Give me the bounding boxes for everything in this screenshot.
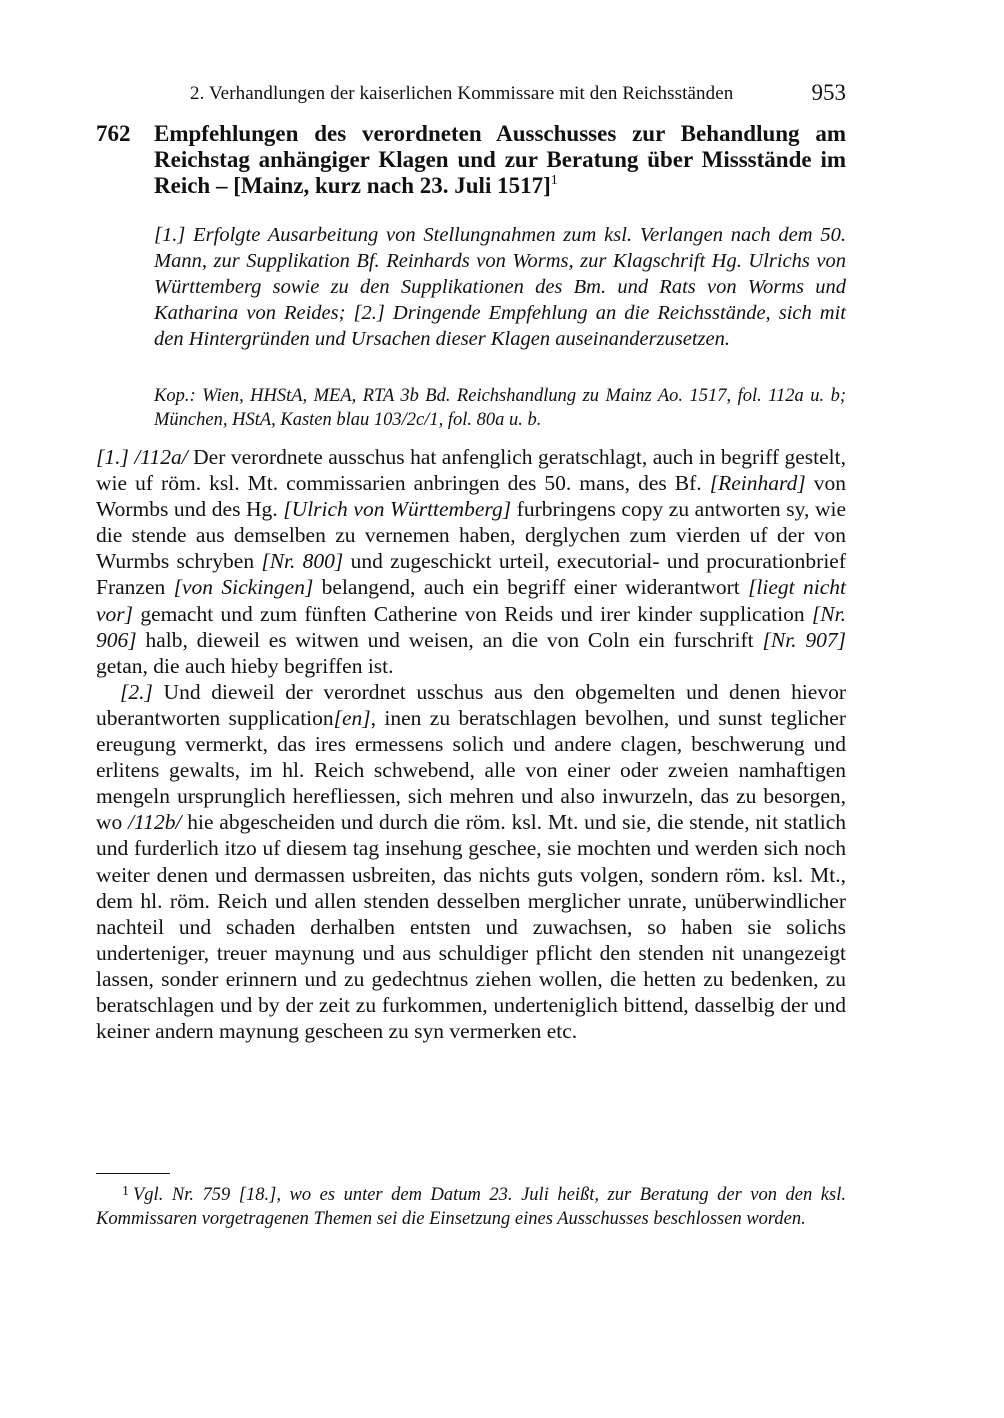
footnote-text: Vgl. Nr. 759 [18.], wo es unter dem Datum 23. Juli heißt, zur Beratung der von den ksl. Kommissaren vorgetragenen Themen sei die Einsetzung eines Ausschusses beschlossen worden. xyxy=(96,1185,846,1229)
edition-text-segment: Der verordnete ausschus hat anfenglich geratschlagt, auch in begriff gestelt, wie uf röm. ksl. Mt. commissarien anbringen des 50. mans, des Bf. xyxy=(96,445,846,496)
edition-text-segment: halb, dieweil es witwen und weisen, an die von Coln ein furschrift xyxy=(136,627,763,652)
page-number: 953 xyxy=(811,80,846,105)
footnote-reference[interactable]: 1 xyxy=(550,173,558,188)
edition-text-segment: getan, die auch hieby begriffen ist. xyxy=(96,653,394,678)
editorial-note: [Reinhard] xyxy=(709,471,806,496)
edition-text-segment: und zugeschickt urteil, executorial- und procurationbrief Franzen xyxy=(96,549,846,600)
editorial-note: [von Sickingen] xyxy=(173,575,314,600)
running-title: 2. Verhandlungen der kaiserlichen Kommissare mit den Reichsständen xyxy=(190,83,734,104)
running-head xyxy=(190,80,846,110)
document-heading xyxy=(96,121,846,199)
edition-text-segment: furbringens copy zu antworten sy, wie die stende aus demselben zu vernemen haben, derglychen zum vierden uf der von Wurmbs schryben xyxy=(96,497,846,574)
editorial-note: [en] xyxy=(333,705,371,730)
regest: [1.] Erfolgte Ausarbeitung von Stellungnahmen zum ksl. Verlangen nach dem 50. Mann, zur Supplikation Bf. Reinhards von Worms, zur Klagschrift Hg. Ulrichs von Württemberg sowie zu den Supplikationen des Bm. und Rats von Worms und Katharina von Reides; [2.] Dringende Empfehlung an die Reichsstände, sich mit den Hintergründen und Ursachen dieser Klagen auseinanderzusetzen. xyxy=(154,224,846,350)
footnote-mark: 1 xyxy=(122,1184,129,1199)
footnote xyxy=(96,1180,846,1231)
document-title xyxy=(154,121,846,199)
editorial-note: [Ulrich von Württemberg] xyxy=(283,497,512,522)
folio-marker: /112b/ xyxy=(128,810,182,835)
edition-text-segment: belangend, auch ein begriff einer widerantwort xyxy=(313,575,749,600)
editorial-note: [Nr. 906] xyxy=(96,601,846,652)
paragraph-1 xyxy=(96,444,846,679)
section-marker: [1.] /112a/ xyxy=(96,445,188,469)
edition-text-segment: hie abgescheiden und durch die röm. ksl. Mt. und sie, die stende, nit statlich und furderlich itzo uf diesem tag insehung geschee, sie mochten und werden sich noch weiter denen und dermassen usbreiten, das nichts guts volgen, sondern röm. ksl. Mt., dem hl. röm. Reich und allen stenden desselben merglicher unrate, unüberwindlicher nachteil und schaden derhalben entsten und zuwachsen, so haben sie solichs underteniger, treuer maynung und aus schuldiger pflicht den stenden nit unangezeigt lassen, sonder erinnern und zu gedechtnus ziehen wollen, die hetten zu bedenken, zu beratschlagen und by der zeit zu furkommen, underteniglich bittend, dasselbig der und keiner andern maynung gescheen zu syn vermerken etc. xyxy=(96,810,846,1044)
editorial-note: [liegt nicht vor] xyxy=(96,575,846,626)
section-marker: [2.] xyxy=(120,679,153,704)
edition-text-segment: gemacht und zum fünften Catherine von Reids und irer kinder supplication xyxy=(133,601,812,626)
edition-text xyxy=(96,444,846,1044)
edition-text-segment: Und dieweil der verordnet usschus aus den obgemelten und denen hievor uberantworten supplication xyxy=(96,679,846,730)
document-number: 762 xyxy=(96,121,131,146)
source-note: Kop.: Wien, HHStA, MEA, RTA 3b Bd. Reichshandlung zu Mainz Ao. 1517, fol. 112a u. b; München, HStA, Kasten blau 103/2c/1, fol. 80a u. b. xyxy=(154,386,846,430)
document-title-text: Empfehlungen des verordneten Ausschusses zur Behandlung am Reichstag anhängiger Klagen und zur Beratung über Missstände im Reich – [Mainz, kurz nach 23. Juli 1517] xyxy=(154,121,846,198)
edition-text-segment: , inen zu beratschlagen bevolhen, und sunst teglicher ereugung vermerkt, das ires ermessens solich und andere clagen, beschwerung und erlitens gewalts, im hl. Reich schwebend, alle von einer oder zweien namhaftigen mengeln ursprunglich herefliessen, sich mehren und also inwurzeln, das zu besorgen, wo xyxy=(96,705,846,835)
edition-text-segment: von Wormbs und des Hg. xyxy=(96,471,847,522)
paragraph-2 xyxy=(96,679,846,1044)
editorial-note: [Nr. 800] xyxy=(261,549,344,574)
footnote-divider xyxy=(96,1173,170,1174)
editorial-note: [Nr. 907] xyxy=(762,627,846,652)
